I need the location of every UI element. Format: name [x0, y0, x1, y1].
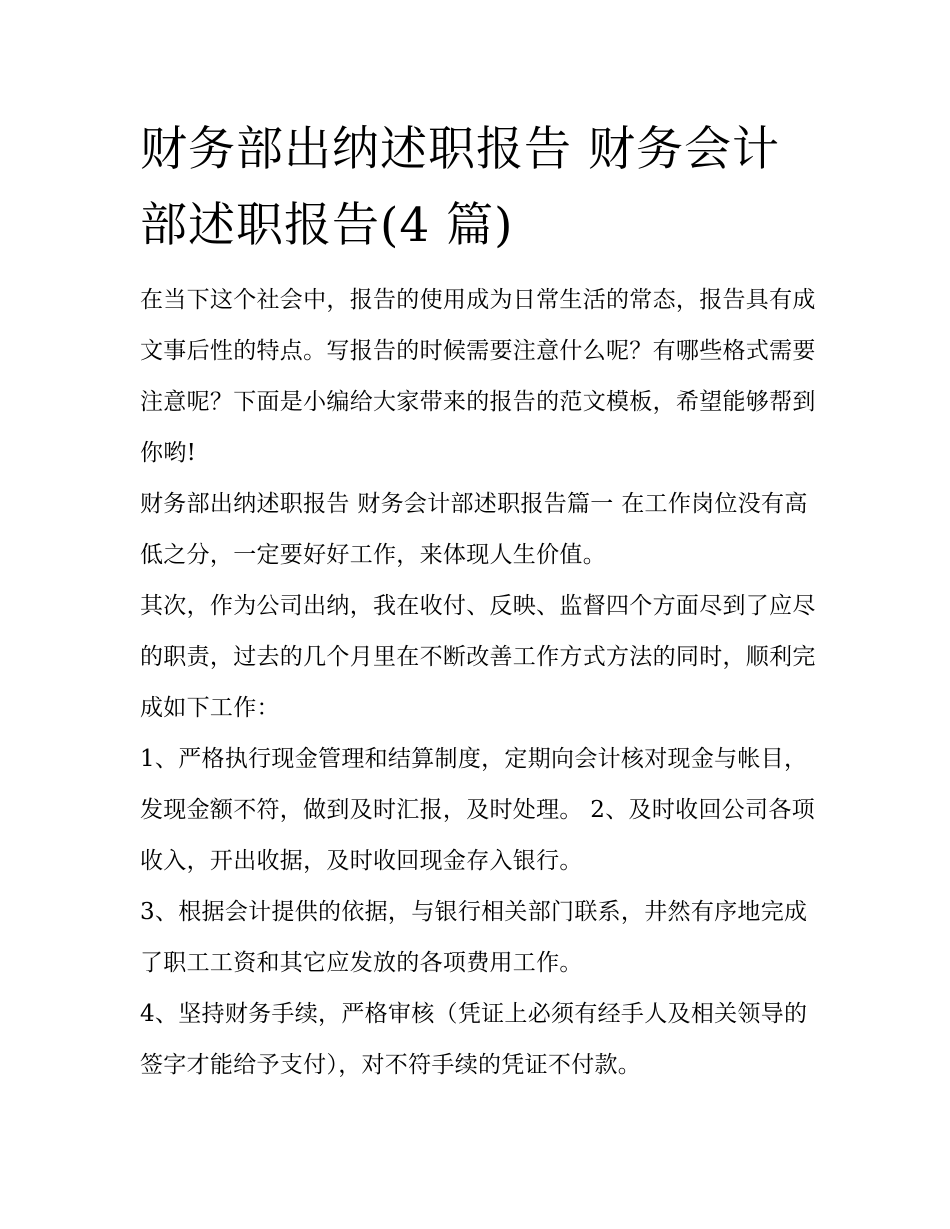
paragraph-intro: 在当下这个社会中，报告的使用成为日常生活的常态，报告具有成文事后性的特点。写报告的时候需要注意什么呢？有哪些格式需要注意呢？下面是小编给大家带来的报告的范文模板，希望能够帮到你哟!: [140, 287, 816, 466]
paragraph-item-4: 4、坚持财务手续，严格审核（凭证上必须有经手人及相关领导的签字才能给予支付），对不符手续的凭证不付款。: [140, 1001, 808, 1078]
paragraph-duties: 其次，作为公司出纳，我在收付、反映、监督四个方面尽到了应尽的职责，过去的几个月里在不断改善工作方式方法的同时，顺利完成如下工作：: [140, 593, 816, 721]
paragraph-section-one: 财务部出纳述职报告 财务会计部述职报告篇一 在工作岗位没有高低之分，一定要好好工作，来体现人生价值。: [140, 491, 808, 568]
document-page: [140, 112, 820, 1091]
document-title: 财务部出纳述职报告 财务会计部述职报告(4 篇): [140, 122, 780, 253]
paragraph-item-1-2: 1、严格执行现金管理和结算制度，定期向会计核对现金与帐目，发现金额不符，做到及时汇报，及时处理。 2、及时收回公司各项收入，开出收据，及时收回现金存入银行。: [140, 746, 815, 874]
paragraph-item-3: 3、根据会计提供的依据，与银行相关部门联系，井然有序地完成了职工工资和其它应发放的各项费用工作。: [140, 899, 808, 976]
